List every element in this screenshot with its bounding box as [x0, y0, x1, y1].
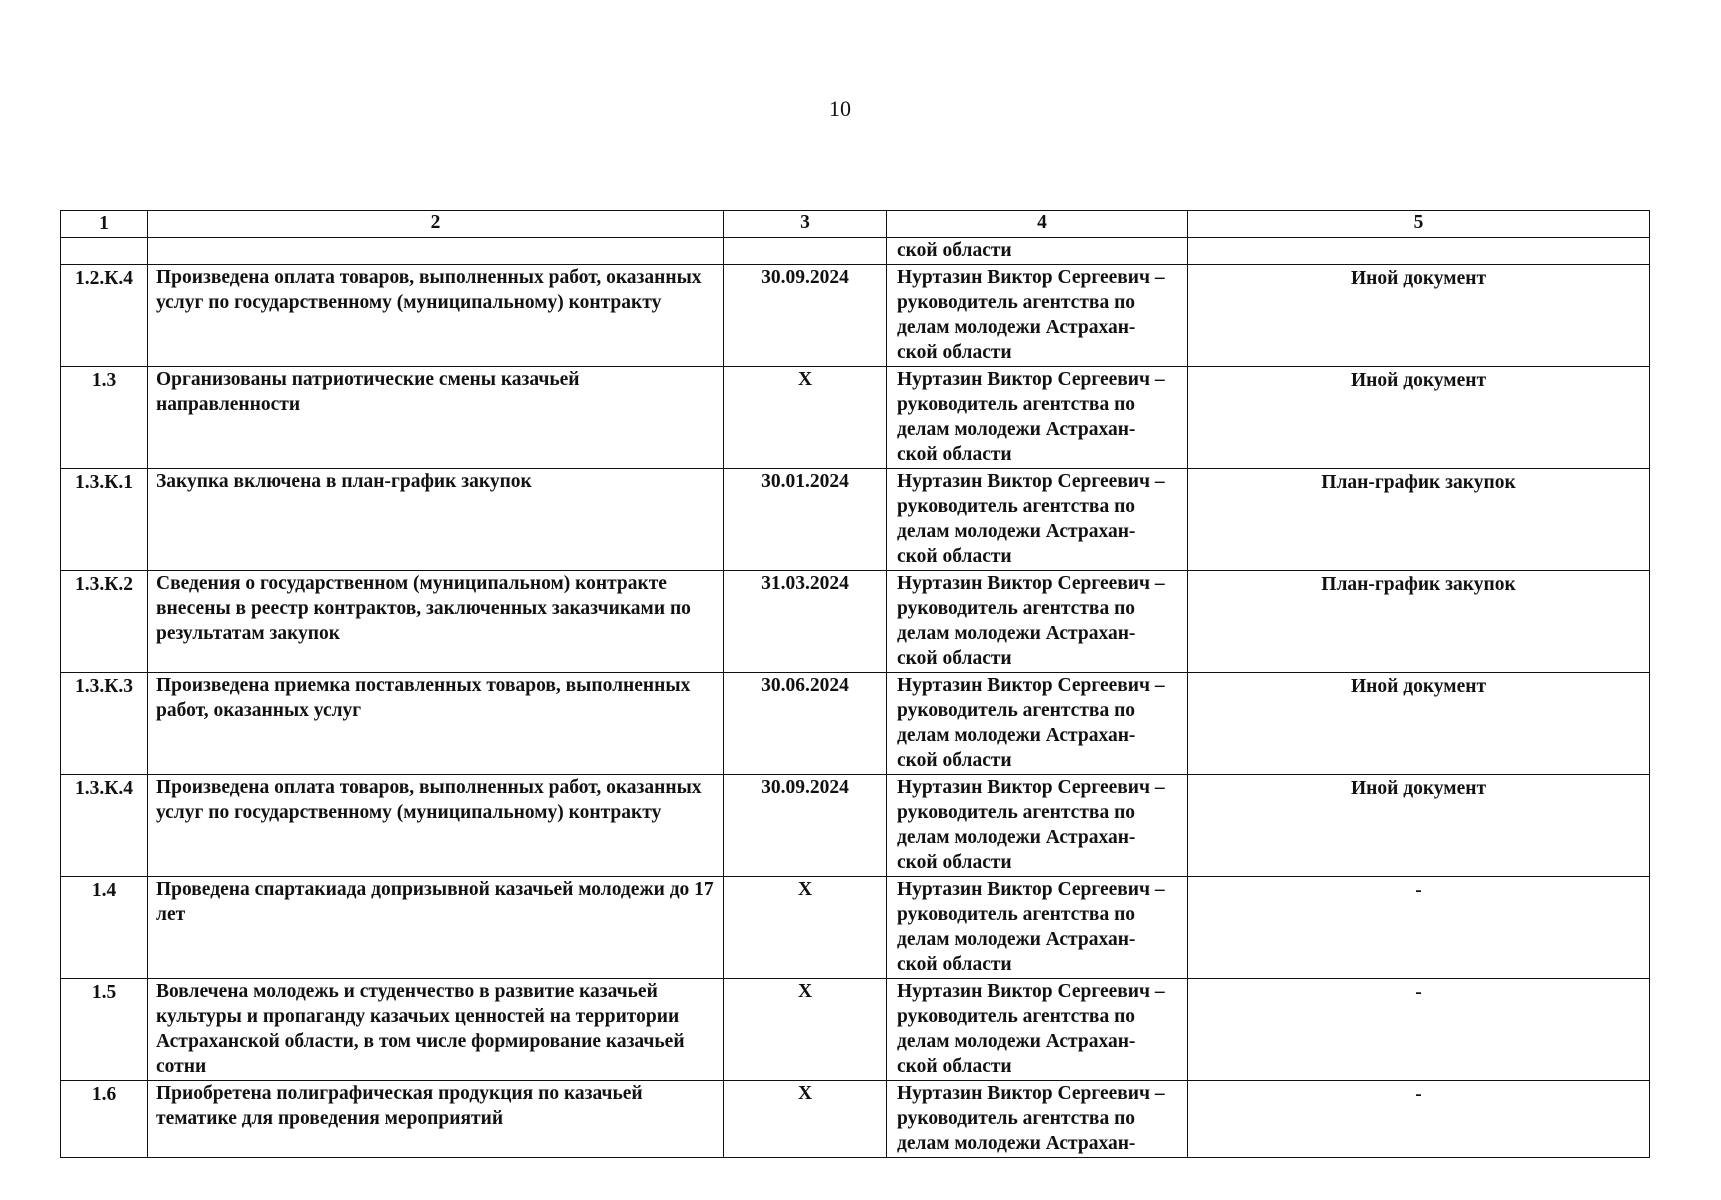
responsible-line: руководитель агентства по [897, 1108, 1136, 1129]
responsible-line: делам молодежи Астрахан- [897, 1133, 1136, 1154]
responsible-line: ской области [897, 1056, 1012, 1077]
cell-description: Организованы патриотические смены казачьей направленности [148, 367, 724, 469]
cell-code: 1.6 [61, 1081, 148, 1158]
cell-date: 31.03.2024 [724, 571, 887, 673]
cell-date: X [724, 979, 887, 1081]
document-type: Иной документ [1350, 370, 1487, 391]
cell-code: 1.3 [61, 367, 148, 469]
cell-date: X [724, 1081, 887, 1158]
cell-responsible [887, 265, 1188, 367]
cell-responsible [887, 979, 1188, 1081]
cell-description: Приобретена полиграфическая продукция по казачьей тематике для проведения мероприятий [148, 1081, 724, 1158]
cell-responsible [887, 1081, 1188, 1158]
responsible-line: руководитель агентства по [897, 394, 1136, 415]
responsible-line: ской области [897, 240, 1012, 261]
cell-responsible [887, 469, 1188, 571]
cell-description: Произведена оплата товаров, выполненных работ, оказанных услуг по государственному (муниципальному) контракту [148, 265, 724, 367]
table-row [61, 469, 1650, 571]
cell-code: 1.5 [61, 979, 148, 1081]
cell-description: Произведена приемка поставленных товаров, выполненных работ, оказанных услуг [148, 673, 724, 775]
responsible-line: Нуртазин Виктор Сергеевич – [897, 675, 1165, 696]
cell-description: Закупка включена в план-график закупок [148, 469, 724, 571]
cell-date: 30.01.2024 [724, 469, 887, 571]
responsible-line: Нуртазин Виктор Сергеевич – [897, 1083, 1165, 1104]
column-header-2: 2 [148, 211, 724, 238]
cell-document [1188, 979, 1650, 1081]
cell-document [1188, 469, 1650, 571]
document-type: Иной документ [1350, 268, 1487, 289]
table-row-continuation [61, 238, 1650, 265]
cell-description: Проведена спартакиада допризывной казачьей молодежи до 17 лет [148, 877, 724, 979]
plan-table [60, 210, 1650, 1158]
cell-date: 30.09.2024 [724, 265, 887, 367]
responsible-line: делам молодежи Астрахан- [897, 827, 1136, 848]
cell-code: 1.3.К.3 [61, 673, 148, 775]
responsible-line: Нуртазин Виктор Сергеевич – [897, 267, 1165, 288]
table-row [61, 367, 1650, 469]
responsible-line: Нуртазин Виктор Сергеевич – [897, 369, 1165, 390]
responsible-line: ской области [897, 342, 1012, 363]
responsible-line: руководитель агентства по [897, 496, 1136, 517]
cell-date: X [724, 877, 887, 979]
cell-code: 1.4 [61, 877, 148, 979]
table-row [61, 1081, 1650, 1158]
cell-document [1188, 238, 1650, 265]
cell-description [148, 238, 724, 265]
cell-document [1188, 1081, 1650, 1158]
document-type: Иной документ [1350, 676, 1487, 697]
cell-description: Произведена оплата товаров, выполненных работ, оказанных услуг по государственному (муниципальному) контракту [148, 775, 724, 877]
column-header-3: 3 [724, 211, 887, 238]
cell-responsible [887, 673, 1188, 775]
cell-date [724, 238, 887, 265]
document-type: - [1415, 982, 1422, 1003]
cell-code [61, 238, 148, 265]
responsible-line: ской области [897, 750, 1012, 771]
cell-responsible [887, 775, 1188, 877]
cell-code: 1.2.К.4 [61, 265, 148, 367]
responsible-line: Нуртазин Виктор Сергеевич – [897, 777, 1165, 798]
cell-date: 30.06.2024 [724, 673, 887, 775]
cell-document [1188, 265, 1650, 367]
cell-document [1188, 673, 1650, 775]
table-header-row [61, 211, 1650, 238]
cell-code: 1.3.К.4 [61, 775, 148, 877]
document-type: Иной документ [1350, 778, 1487, 799]
document-type: - [1415, 1084, 1422, 1105]
table-body [61, 238, 1650, 1158]
cell-code: 1.3.К.1 [61, 469, 148, 571]
table-row [61, 673, 1650, 775]
responsible-line: Нуртазин Виктор Сергеевич – [897, 879, 1165, 900]
responsible-line: руководитель агентства по [897, 292, 1136, 313]
table-row [61, 877, 1650, 979]
cell-responsible [887, 367, 1188, 469]
responsible-line: руководитель агентства по [897, 802, 1136, 823]
table-row [61, 979, 1650, 1081]
responsible-line: ской области [897, 852, 1012, 873]
table-row [61, 571, 1650, 673]
column-header-1: 1 [61, 211, 148, 238]
responsible-line: руководитель агентства по [897, 904, 1136, 925]
responsible-line: ской области [897, 954, 1012, 975]
cell-responsible [887, 238, 1188, 265]
responsible-line: делам молодежи Астрахан- [897, 1031, 1136, 1052]
cell-responsible [887, 877, 1188, 979]
document-type: План-график закупок [1321, 574, 1516, 595]
responsible-line: Нуртазин Виктор Сергеевич – [897, 981, 1165, 1002]
cell-document [1188, 367, 1650, 469]
document-type: План-график закупок [1321, 472, 1516, 493]
responsible-line: руководитель агентства по [897, 1006, 1136, 1027]
cell-description: Сведения о государственном (муниципальном) контракте внесены в реестр контрактов, заключенных заказчиками по результатам закупок [148, 571, 724, 673]
responsible-line: ской области [897, 648, 1012, 669]
responsible-line: делам молодежи Астрахан- [897, 929, 1136, 950]
responsible-line: делам молодежи Астрахан- [897, 725, 1136, 746]
document-type: - [1415, 880, 1422, 901]
page-number: 10 [829, 96, 851, 121]
cell-date: 30.09.2024 [724, 775, 887, 877]
cell-document [1188, 877, 1650, 979]
table-row [61, 775, 1650, 877]
responsible-line: руководитель агентства по [897, 598, 1136, 619]
responsible-line: ской области [897, 546, 1012, 567]
cell-description: Вовлечена молодежь и студенчество в развитие казачьей культуры и пропаганду казачьих ценностей на территории Астраханской области, в том числе формирование казачьей сотни [148, 979, 724, 1081]
responsible-line: делам молодежи Астрахан- [897, 419, 1136, 440]
column-header-4: 4 [887, 211, 1188, 238]
cell-code: 1.3.К.2 [61, 571, 148, 673]
cell-document [1188, 775, 1650, 877]
responsible-line: Нуртазин Виктор Сергеевич – [897, 471, 1165, 492]
cell-responsible [887, 571, 1188, 673]
responsible-line: ской области [897, 444, 1012, 465]
cell-date: X [724, 367, 887, 469]
responsible-line: делам молодежи Астрахан- [897, 623, 1136, 644]
responsible-line: руководитель агентства по [897, 700, 1136, 721]
responsible-line: делам молодежи Астрахан- [897, 317, 1136, 338]
table-row [61, 265, 1650, 367]
cell-document [1188, 571, 1650, 673]
responsible-line: Нуртазин Виктор Сергеевич – [897, 573, 1165, 594]
responsible-line: делам молодежи Астрахан- [897, 521, 1136, 542]
column-header-5: 5 [1188, 211, 1650, 238]
